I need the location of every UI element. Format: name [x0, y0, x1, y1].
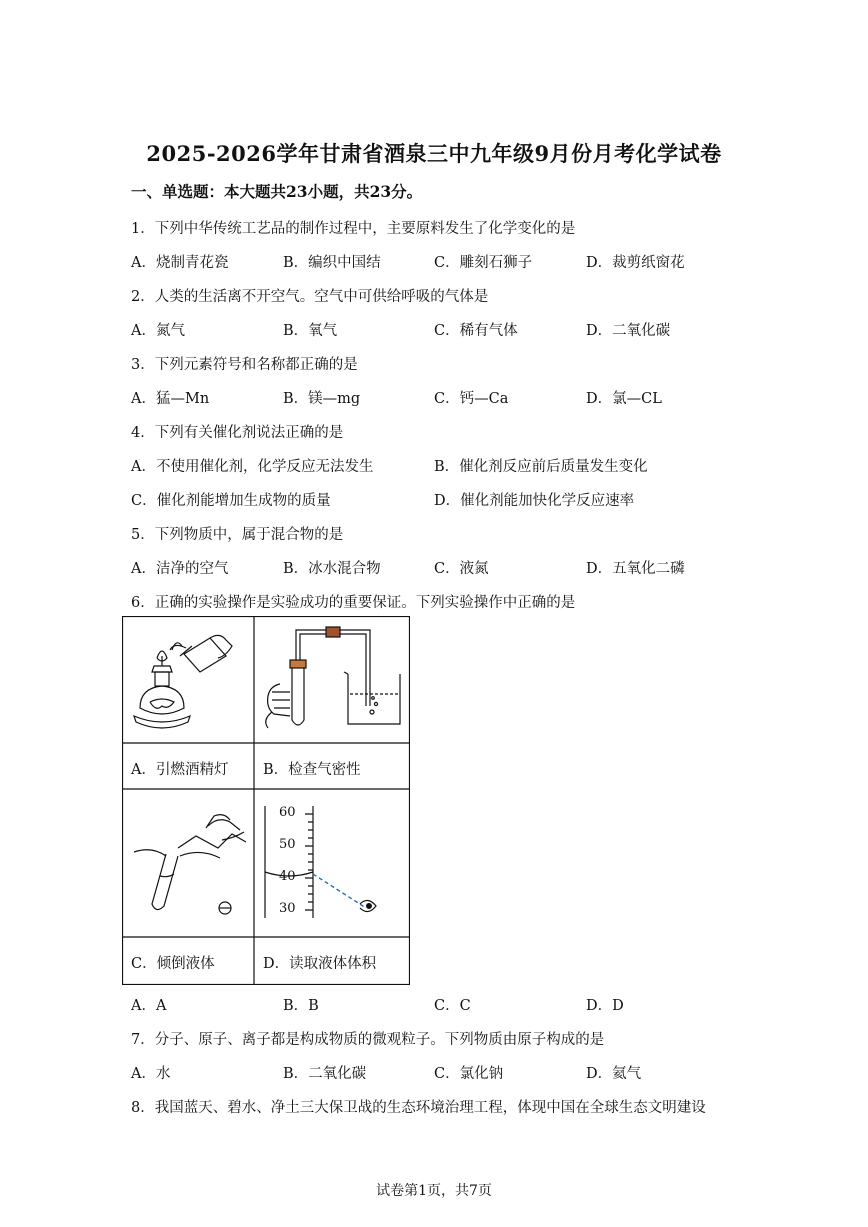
q7-option-c: C．氯化钠 [434, 1066, 504, 1082]
exam-title: 2025-2026学年甘肃省酒泉三中九年级9月份月考化学试卷 [146, 141, 722, 166]
q3-option-a: A．猛—Mn [131, 391, 210, 407]
page-footer: 试卷第1页，共7页 [376, 1183, 492, 1199]
question-8-stem: 8．我国蓝天、碧水、净土三大保卫战的生态环境治理工程，体现中国在全球生态文明建设 [131, 1100, 706, 1116]
q1-option-c: C．雕刻石狮子 [434, 255, 533, 271]
cylinder-tick-50: 50 [279, 837, 296, 852]
q3-option-b: B．镁—mg [283, 391, 361, 407]
alcohol-lamp-illustration [134, 635, 232, 728]
q3-option-d: D．氯—CL [586, 391, 662, 407]
q4-option-d: D．催化剂能加快化学反应速率 [434, 493, 635, 509]
q3-option-c: C．钙—Ca [434, 391, 509, 407]
q6-option-d: D．D [586, 998, 624, 1014]
q1-option-b: B．编织中国结 [283, 255, 381, 271]
q7-option-b: B．二氧化碳 [283, 1066, 367, 1082]
experiment-figures [122, 616, 410, 985]
question-6-stem: 6．正确的实验操作是实验成功的重要保证。下列实验操作中正确的是 [131, 595, 576, 611]
q6-option-b: B．B [283, 998, 319, 1014]
q4-option-b: B．催化剂反应前后质量发生变化 [434, 459, 648, 475]
question-4-stem: 4．下列有关催化剂说法正确的是 [131, 425, 344, 441]
q1-option-d: D．裁剪纸窗花 [586, 255, 685, 271]
cylinder-tick-30: 30 [279, 901, 296, 916]
figure-label-b: B．检查气密性 [263, 762, 361, 778]
figure-label-c: C．倾倒液体 [131, 956, 215, 972]
cylinder-tick-40: 40 [279, 869, 296, 884]
cylinder-tick-60: 60 [279, 805, 296, 820]
question-2-stem: 2．人类的生活离不开空气。空气中可供给呼吸的气体是 [131, 289, 489, 305]
figure-label-a: A．引燃酒精灯 [131, 762, 229, 778]
q2-option-d: D．二氧化碳 [586, 323, 671, 339]
section-heading: 一、单选题：本大题共23小题，共23分。 [131, 182, 423, 201]
q1-option-a: A．烧制青花瓷 [131, 255, 229, 271]
q4-option-a: A．不使用催化剂，化学反应无法发生 [131, 459, 374, 475]
pouring-liquid-illustration [134, 815, 246, 914]
experiment-figure-grid [122, 616, 410, 985]
question-1-stem: 1．下列中华传统工艺品的制作过程中，主要原料发生了化学变化的是 [131, 221, 576, 237]
question-3-stem: 3．下列元素符号和名称都正确的是 [131, 357, 358, 373]
airtightness-illustration [266, 627, 400, 728]
q7-option-d: D．氦气 [586, 1066, 642, 1082]
q6-option-a: A．A [131, 998, 167, 1014]
q2-option-c: C．稀有气体 [434, 323, 518, 339]
question-7-stem: 7．分子、原子、离子都是构成物质的微观粒子。下列物质由原子构成的是 [131, 1032, 605, 1048]
q4-option-c: C．催化剂能增加生成物的质量 [131, 493, 331, 509]
q5-option-d: D．五氧化二磷 [586, 561, 685, 577]
q5-option-b: B．冰水混合物 [283, 561, 381, 577]
q2-option-a: A．氮气 [131, 323, 185, 339]
question-5-stem: 5．下列物质中，属于混合物的是 [131, 527, 344, 543]
q5-option-a: A．洁净的空气 [131, 561, 229, 577]
q7-option-a: A．水 [131, 1066, 171, 1082]
q6-option-c: C．C [434, 998, 471, 1014]
q5-option-c: C．液氮 [434, 561, 489, 577]
q2-option-b: B．氧气 [283, 323, 338, 339]
figure-label-d: D．读取液体体积 [263, 956, 377, 972]
